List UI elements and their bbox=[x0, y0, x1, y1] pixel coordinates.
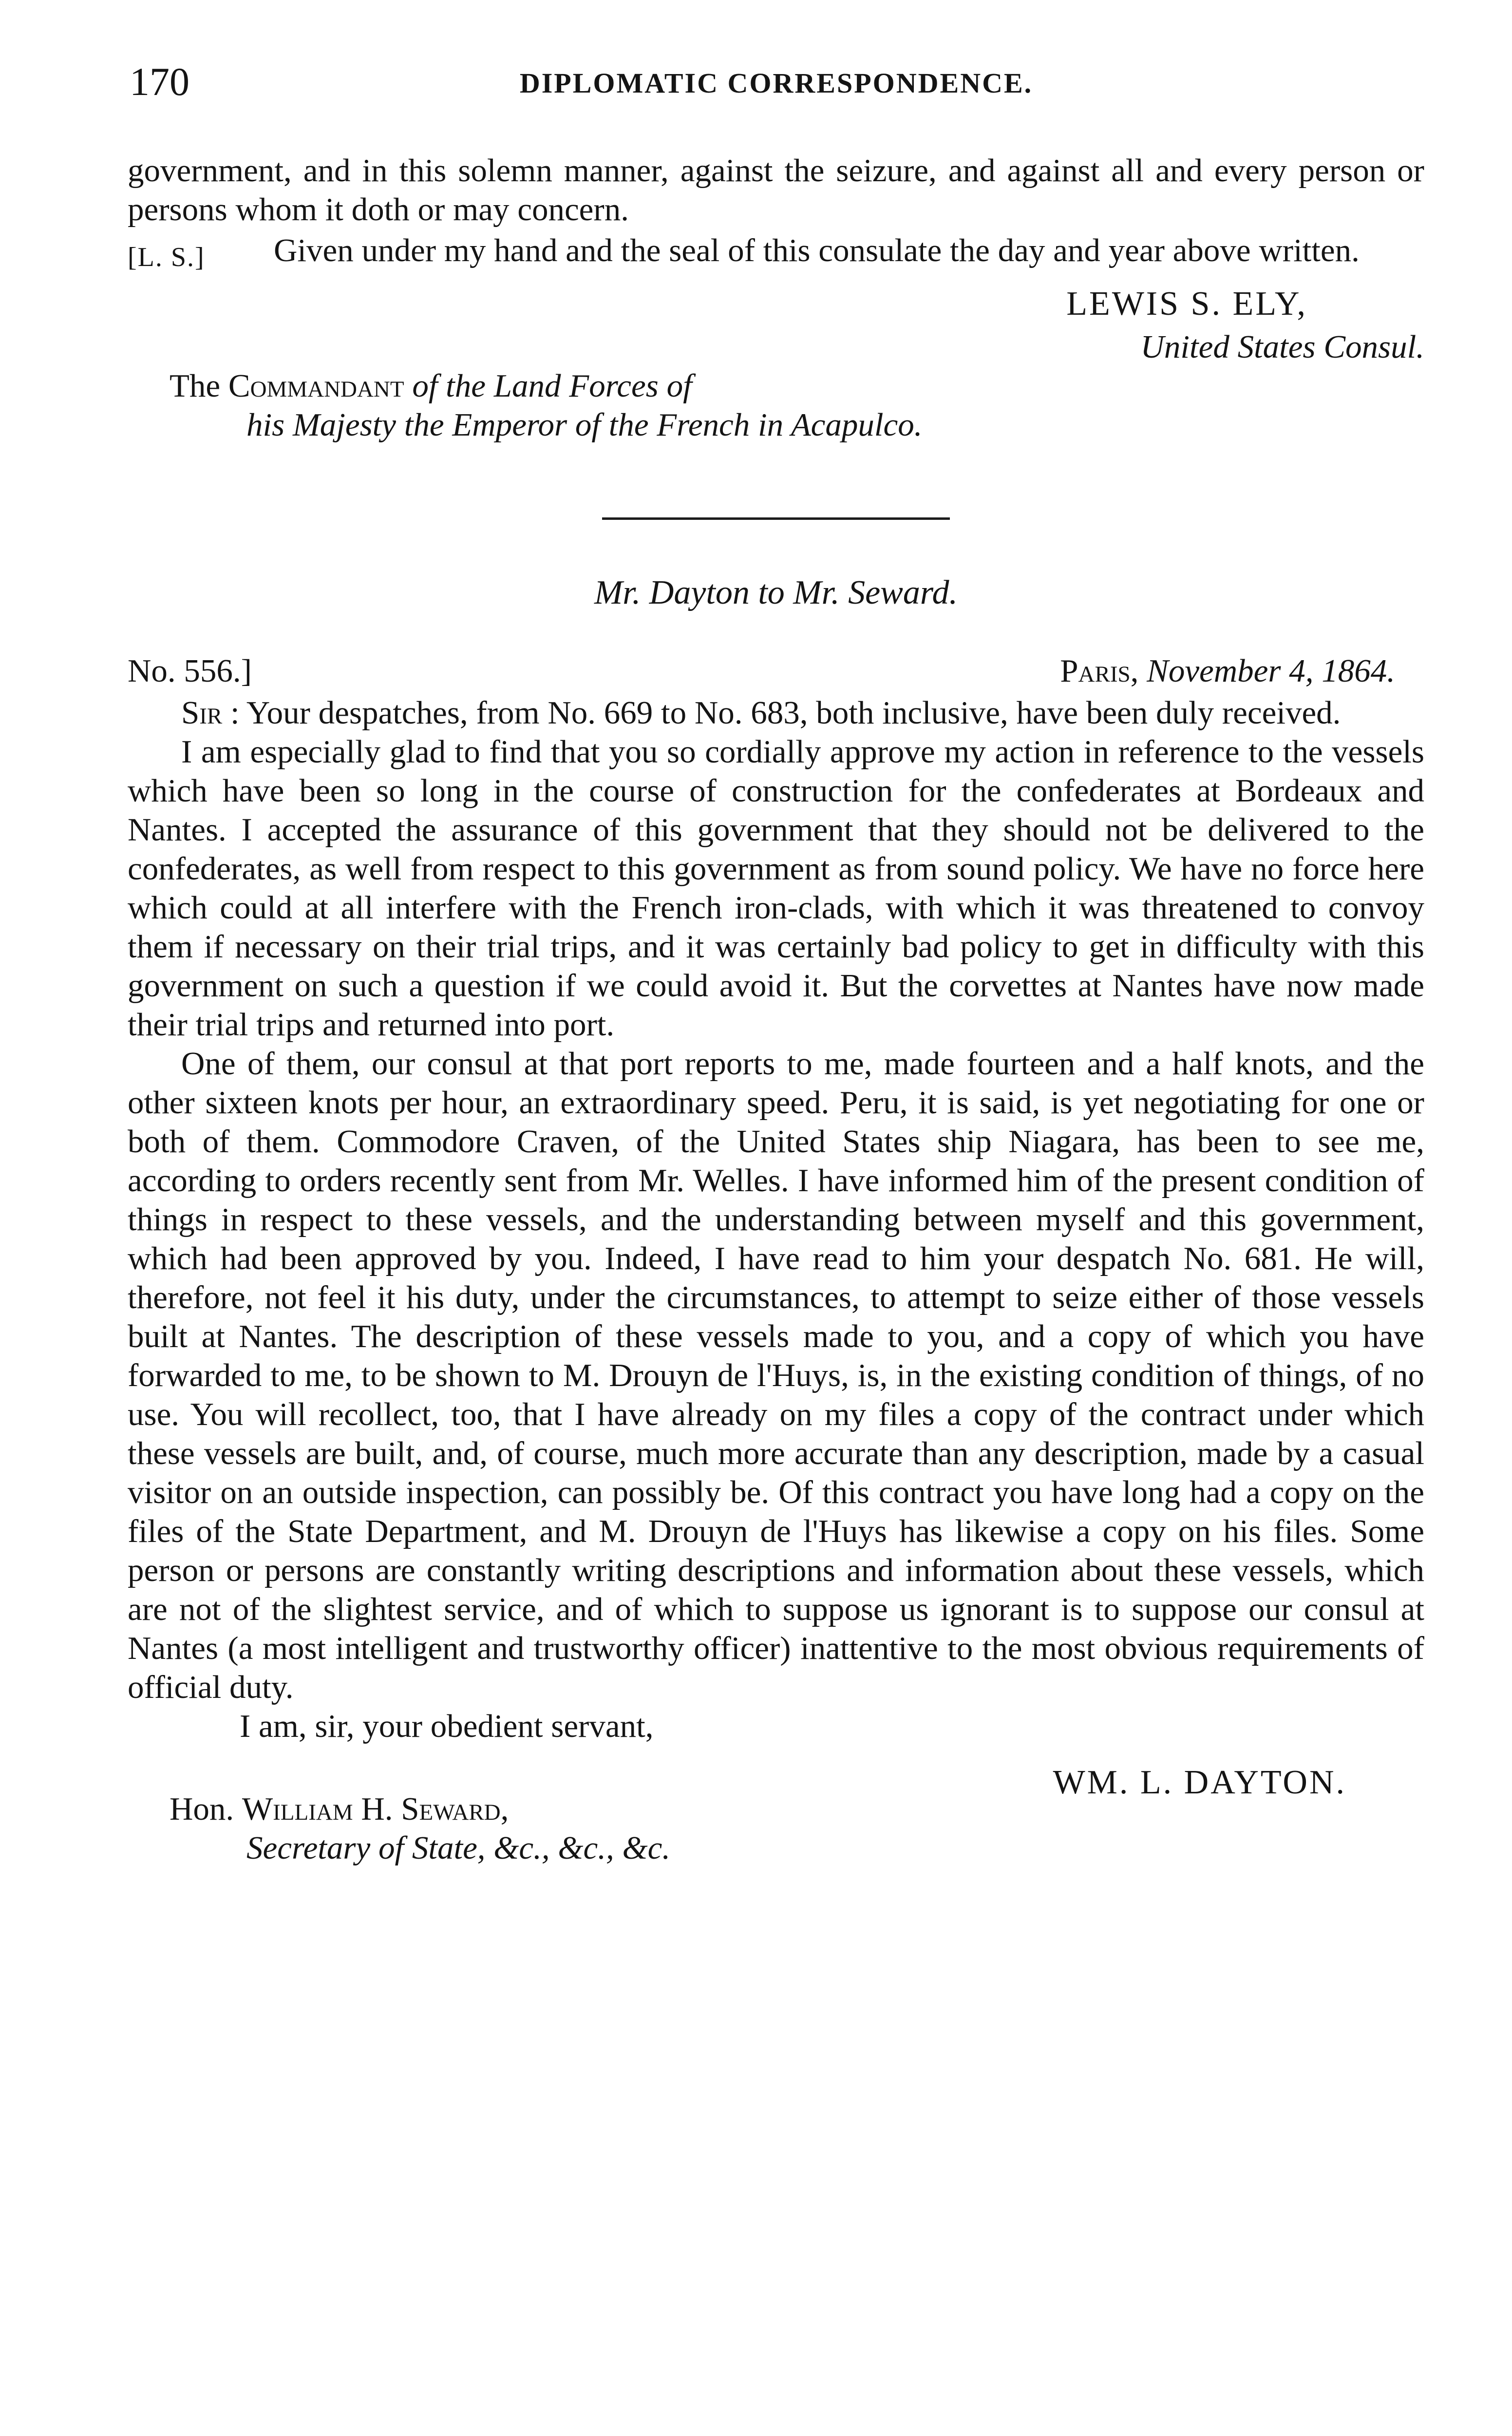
addressee-title-rest: of the Land Forces of bbox=[412, 368, 692, 404]
section-divider-rule bbox=[602, 517, 950, 520]
page-header bbox=[130, 57, 1423, 106]
running-head: DIPLOMATIC CORRESPONDENCE. bbox=[519, 67, 1033, 99]
final-addressee-prefix: Hon. bbox=[170, 1791, 234, 1827]
consul-addressee-line-1 bbox=[128, 366, 1424, 405]
addressee-title: Commandant bbox=[228, 368, 404, 404]
page-body bbox=[128, 151, 1424, 1867]
consul-addressee-line-2: his Majesty the Emperor of the French in Acapulco. bbox=[246, 407, 923, 443]
consul-letter-closing-text: government, and in this solemn manner, against the seizure, and against all and every person or persons whom it doth or may concern. bbox=[128, 152, 1424, 228]
despatch-number: No. 556.] bbox=[128, 653, 252, 689]
closing-line: I am, sir, your obedient servant, bbox=[240, 1708, 654, 1744]
final-signature-block bbox=[128, 1746, 1424, 1801]
consul-signature-title: United States Consul. bbox=[1140, 329, 1424, 365]
paragraph-text: Your despatches, from No. 669 to No. 683, both inclusive, have been duly received. bbox=[246, 695, 1341, 731]
letter-paragraph: I am especially glad to find that you so cordially approve my action in reference to the vessels which have been so long in the course of construction for the confederates at Bordeaux and Nantes. I accepted the assurance of this government that they should not be delivered to the confederates, as well from respect to this government as from sound policy. We have no force here which could at all interfere with the French iron-clads, with which it was threatened to convoy them if necessary on their trial trips, and it was certainly bad policy to get in difficulty with this government on such a question if we could avoid it. But the corvettes at Nantes have now made their trial trips and returned into port. bbox=[128, 734, 1424, 1043]
letter-paragraph: One of them, our consul at that port reports to me, made fourteen and a half knots, and the other sixteen knots per hour, an extraordinary speed. Peru, it is said, is yet negotiating for one or both of them. Commodore Craven, of the United States ship Niagara, has been to see me, according to orders recently sent from Mr. Welles. I have informed him of the present condition of things in respect to these vessels, and the understanding between myself and this government, which had been approved by you. Indeed, I have read to him your despatch No. 681. He will, therefore, not feel it his duty, under the circumstances, to attempt to seize either of those vessels built at Nantes. The description of these vessels made to you, and a copy of which you have forwarded to me, to be shown to M. Drouyn de l'Huys, is, in the existing condition of things, of no use. You will recollect, too, that I have already on my files a copy of the contract under which these vessels are built, and, of course, much more accurate than any description, made by a casual visitor on an outside inspection, can possibly be. Of this contract you have long had a copy on the files of the State Department, and M. Drouyn de l'Huys has likewise a copy on his files. Some person or persons are constantly writing descriptions and information about these vessels, which are not of the slightest service, and of which to suppose us ignorant is to suppose our consul at Nantes (a most intelligent and trustworthy officer) inattentive to the most obvious requirements of official duty. bbox=[128, 1046, 1424, 1705]
seal-line bbox=[128, 231, 1424, 270]
final-addressee-name: William H. Seward, bbox=[242, 1791, 509, 1827]
page-number: 170 bbox=[130, 59, 189, 104]
seal-mark: [L. S.] bbox=[128, 242, 205, 272]
given-under-hand-text: Given under my hand and the seal of this consulate the day and year above written. bbox=[274, 232, 1360, 268]
place: Paris, bbox=[1060, 653, 1139, 689]
final-addressee-title: Secretary of State, &c., &c., &c. bbox=[246, 1830, 671, 1866]
addressee-prefix: The bbox=[170, 368, 221, 404]
date: November 4, 1864. bbox=[1147, 653, 1395, 689]
dateline bbox=[128, 651, 1424, 693]
letter-paragraph bbox=[128, 693, 1424, 732]
letter-heading: Mr. Dayton to Mr. Seward. bbox=[594, 574, 958, 611]
consul-signature-name: LEWIS S. ELY, bbox=[1066, 285, 1307, 323]
salutation: Sir : bbox=[181, 695, 240, 731]
place-date bbox=[1060, 651, 1395, 690]
dayton-signature: WM. L. DAYTON. bbox=[1053, 1764, 1346, 1801]
